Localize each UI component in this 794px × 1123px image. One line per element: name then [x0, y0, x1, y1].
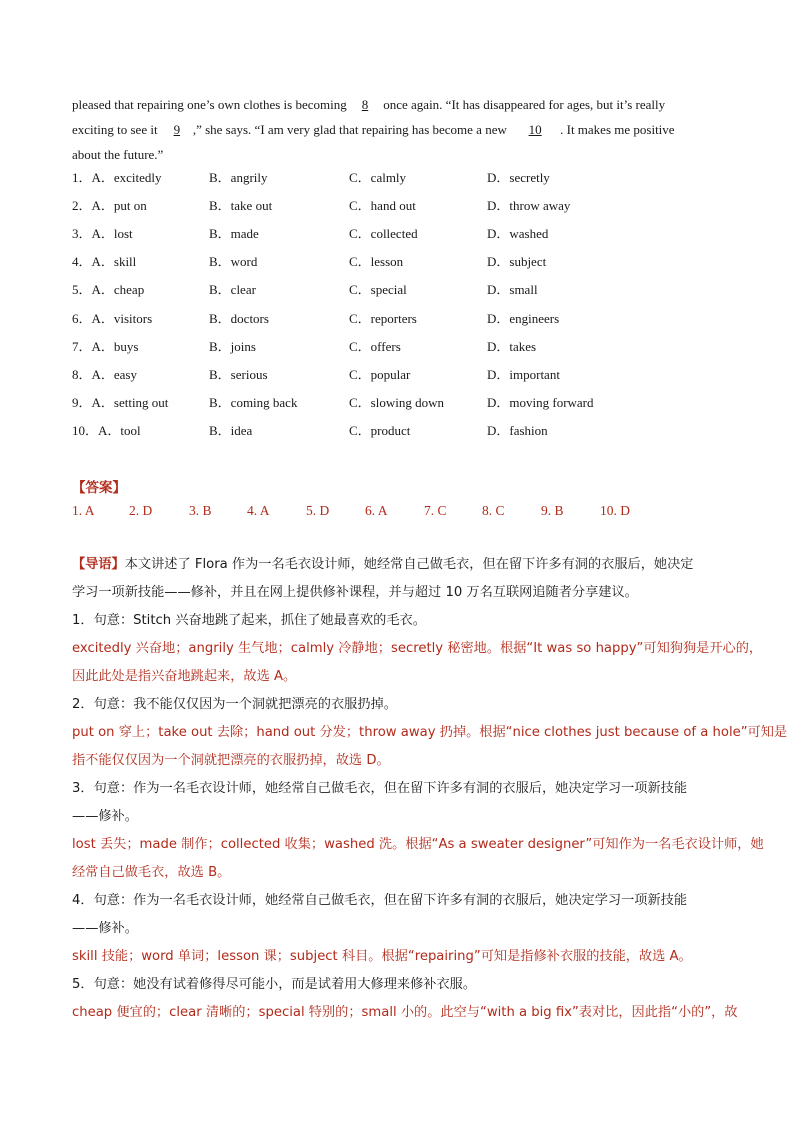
- blank-10: 10: [528, 122, 542, 137]
- explanation-line: 4．句意：作为一名毛衣设计师，她经常自己做毛衣，但在留下许多有洞的衣服后，她决定学习一项新技能: [72, 893, 688, 908]
- option-b: B．joins: [209, 338, 256, 354]
- passage-text-segment: once again. “It has disappeared for ages, but it’s really: [379, 97, 666, 112]
- option-d: D．washed: [487, 226, 549, 242]
- option-c: C．product: [349, 422, 411, 438]
- option-b: B．clear: [209, 282, 256, 298]
- option-a: 8．A．easy: [72, 366, 137, 382]
- explanation-line: 指不能仅仅因为一个洞就把漂亮的衣服扔掉，故选 D。: [72, 753, 390, 768]
- option-c: C．offers: [349, 338, 401, 354]
- passage-text-segment: ,” she says. “I am very glad that repairing has become a new: [192, 122, 511, 137]
- option-c: C．hand out: [349, 198, 416, 214]
- explanation-line: 5．句意：她没有试着修得尽可能小，而是试着用大修理来修补衣服。: [72, 977, 477, 992]
- option-d: D．important: [487, 366, 560, 382]
- option-c: C．collected: [349, 226, 418, 242]
- option-c: C．reporters: [349, 310, 417, 326]
- option-a: 6．A．visitors: [72, 310, 153, 326]
- option-b: B．take out: [209, 198, 273, 214]
- passage-text: [72, 92, 724, 167]
- explanation-line: ——修补。: [72, 921, 138, 936]
- explanation-line: ——修补。: [72, 809, 138, 824]
- explanation-line: 2．句意：我不能仅仅因为一个洞就把漂亮的衣服扔掉。: [72, 697, 397, 712]
- passage-text-segment: pleased that repairing one’s own clothes is becoming: [72, 97, 350, 112]
- explanation-line: 因此此处是指兴奋地跳起来，故选 A。: [72, 669, 297, 684]
- option-b: B．serious: [209, 366, 268, 382]
- passage-text-segment: . It makes me positive: [560, 122, 675, 137]
- answer-item: 5. D: [306, 503, 330, 518]
- option-a: 9．A．setting out: [72, 394, 169, 410]
- explanation-line: skill 技能；word 单词；lesson 课；subject 科目。根据“repairing”可知是指修补衣服的技能，故选 A。: [72, 949, 692, 964]
- passage-line-1: [72, 92, 724, 117]
- explanation-line: cheap 便宜的；clear 清晰的；special 特别的；small 小的。此空与“with a big fix”表对比，因此指“小的”，故: [72, 1005, 738, 1020]
- option-c: C．popular: [349, 366, 411, 382]
- passage-line-3: about the future.”: [72, 147, 164, 162]
- option-d: D．secretly: [487, 170, 550, 185]
- passage-text-segment: exciting to see it: [72, 122, 161, 137]
- explanation-line: put on 穿上；take out 去除；hand out 分发；throw away 扔掉。根据“nice clothes just because of a hole”可知是: [72, 725, 788, 740]
- blank-9: 9: [173, 122, 181, 137]
- blank-8: 8: [361, 97, 369, 112]
- answer-item: 2. D: [129, 503, 153, 518]
- answer-heading: 【答案】: [72, 480, 126, 496]
- explanation-line: 3．句意：作为一名毛衣设计师，她经常自己做毛衣，但在留下许多有洞的衣服后，她决定学习一项新技能: [72, 781, 688, 796]
- answer-item: 10. D: [600, 503, 630, 518]
- answer-item: 7. C: [424, 503, 447, 518]
- option-a: 10．A．tool: [72, 422, 141, 438]
- option-c: C．lesson: [349, 254, 404, 270]
- option-d: D．small: [487, 282, 538, 298]
- option-d: D．fashion: [487, 422, 548, 438]
- option-a: 5．A．cheap: [72, 282, 145, 298]
- explanation-line: 经常自己做毛衣，故选 B。: [72, 865, 231, 880]
- option-d: D．moving forward: [487, 394, 594, 410]
- option-c: C．special: [349, 282, 407, 298]
- passage-line-2: [72, 117, 724, 142]
- answer-item: 9. B: [541, 503, 564, 518]
- option-d: D．throw away: [487, 198, 571, 214]
- option-b: B．word: [209, 254, 258, 270]
- guide-label: 【导语】: [72, 557, 125, 572]
- option-b: B．coming back: [209, 394, 298, 410]
- option-b: B．idea: [209, 422, 253, 438]
- option-a: 7．A．buys: [72, 338, 139, 354]
- explanation-line: excitedly 兴奋地；angrily 生气地；calmly 冷静地；secretly 秘密地。根据“It was so happy”可知狗狗是开心的，: [72, 641, 763, 656]
- option-d: D．engineers: [487, 310, 560, 326]
- option-b: B．angrily: [209, 170, 268, 185]
- option-b: B．made: [209, 226, 259, 242]
- explanation-line: 1．句意：Stitch 兴奋地跳了起来，抓住了她最喜欢的毛衣。: [72, 613, 426, 628]
- answer-item: 6. A: [365, 503, 388, 518]
- option-c: C．slowing down: [349, 394, 444, 410]
- option-a: 2．A．put on: [72, 198, 147, 214]
- answer-item: 1. A: [72, 503, 95, 518]
- answer-item: 3. B: [189, 503, 212, 518]
- answer-item: 8. C: [482, 503, 505, 518]
- option-a: 1．A．excitedly: [72, 170, 162, 185]
- option-d: D．subject: [487, 254, 547, 270]
- guide-line-1: [72, 553, 693, 572]
- explanation-line: lost 丢失；made 制作；collected 收集；washed 洗。根据“As a sweater designer”可知作为一名毛衣设计师，她: [72, 837, 764, 852]
- guide-line-2: 学习一项新技能——修补，并且在网上提供修补课程，并与超过 10 万名互联网追随者分享建议。: [72, 585, 638, 600]
- option-a: 3．A．lost: [72, 226, 133, 242]
- option-c: C．calmly: [349, 170, 407, 185]
- option-d: D．takes: [487, 338, 537, 354]
- option-a: 4．A．skill: [72, 254, 137, 270]
- answer-item: 4. A: [247, 503, 270, 518]
- guide-text: 本文讲述了 Flora 作为一名毛衣设计师，她经常自己做毛衣，但在留下许多有洞的衣服后，她决定: [124, 557, 694, 572]
- option-b: B．doctors: [209, 310, 269, 326]
